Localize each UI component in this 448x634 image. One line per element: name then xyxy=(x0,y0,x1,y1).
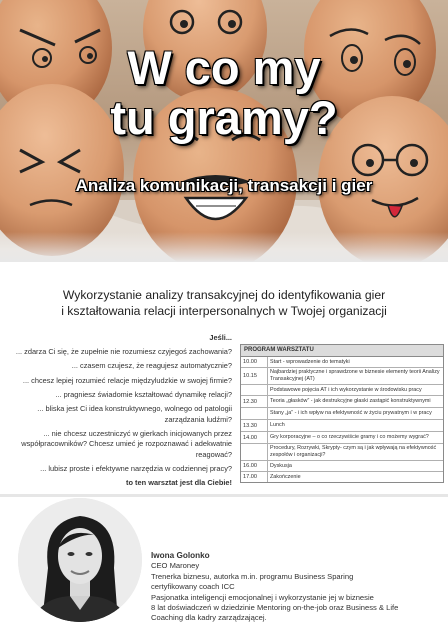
program-time: 10.15 xyxy=(241,368,268,384)
program-text: Najbardziej praktyczne i sprawdzone w biznesie elementy teorii Analizy Transakcyjnej (AT) xyxy=(270,369,440,382)
hero-banner xyxy=(0,0,448,262)
bio-line: 8 lat doświadczeń w dziedzinie Mentoring on-the-job oraz Business & Life xyxy=(151,603,399,613)
program-text: Stany „ja” - i ich wpływ na efektywność w życiu prywatnym i w pracy xyxy=(270,410,432,416)
program-text: Teoria „głasków” - jak destrukcyjne głaski zastąpić konstruktywnymi xyxy=(270,398,431,404)
program-header: PROGRAM WARSZTATU xyxy=(241,345,443,357)
section-divider xyxy=(0,494,448,497)
trainer-bio xyxy=(151,551,441,624)
program-row xyxy=(241,408,443,420)
hero-fade xyxy=(0,232,448,262)
program-row xyxy=(241,472,443,482)
headline-line2: i kształtowania relacji interpersonalnych w Twojej organizacji xyxy=(61,304,387,318)
program-time xyxy=(241,385,268,395)
program-text: Zakończenie xyxy=(270,473,301,480)
program-time: 13.30 xyxy=(241,420,268,431)
question-item: ... pragniesz świadomie kształtować dynamikę relacji? xyxy=(55,389,232,399)
program-text: Lunch xyxy=(270,422,285,428)
program-row xyxy=(241,396,443,408)
question-item: ... nie chcesz uczestniczyć w gierkach inicjowanych przez współpracowników? Chcesz umieć je rozpoznawać i adekwatnie reagować? xyxy=(21,428,232,459)
question-item: ... bliska jest Ci idea konstruktywnego, wolnego od patologii zarządzania ludźmi? xyxy=(37,403,232,424)
program-text: Podstawowe pojęcia AT i ich wykorzystanie w środowisku pracy xyxy=(270,386,422,393)
program-row xyxy=(241,368,443,385)
bio-line: Coaching dla kadry zarządzającej. xyxy=(151,613,267,623)
question-item: ... zdarza Ci się, że zupełnie nie rozumiesz czyjegoś zachowania? xyxy=(15,347,232,357)
hero-title-line1: W co my xyxy=(127,41,321,94)
questions-cta: to ten warsztat jest dla Ciebie! xyxy=(126,478,232,488)
hero-title-line2: tu gramy? xyxy=(110,91,338,144)
bio-line: certyfikowany coach ICC xyxy=(151,582,235,592)
trainer-photo xyxy=(18,498,142,622)
program-time: 14.00 xyxy=(241,432,268,443)
program-row xyxy=(241,432,443,444)
program-text: Dyskusja xyxy=(270,462,292,469)
program-text: Procedury, Rozrywki, Skrypty- czym są i jak wpływają na efektywność zespołów i organizacji? xyxy=(270,445,437,458)
program-time: 10.00 xyxy=(241,357,268,367)
program-time: 12.30 xyxy=(241,396,268,407)
question-item: ... chcesz lepiej rozumieć relacje międzyludzkie w swojej firmie? xyxy=(22,375,232,385)
program-text: Start - wprowadzenie do tematyki xyxy=(270,358,350,365)
hero-subtitle: Analiza komunikacji, transakcji i gier xyxy=(75,176,373,195)
portrait-icon xyxy=(18,498,142,622)
program-row xyxy=(241,461,443,472)
question-item: ... lubisz proste i efektywne narzędzia w codziennej pracy? xyxy=(40,464,232,474)
program-time: 17.00 xyxy=(241,472,268,482)
program-row xyxy=(241,357,443,368)
program-time: 16.00 xyxy=(241,461,268,471)
questions-list xyxy=(6,333,232,492)
bio-line: Trenerka biznesu, autorka m.in. programu Business Sparing xyxy=(151,571,354,581)
bio-line: Pasjonatka inteligencji emocjonalnej i wykorzystanie jej w biznesie xyxy=(151,592,374,602)
program-text: Gry korporacyjne – o co rzeczywiście gramy i co możemy wygrać? xyxy=(270,434,429,440)
program-time xyxy=(241,444,268,460)
headline-line1: Wykorzystanie analizy transakcyjnej do identyfikowania gier xyxy=(62,288,386,302)
program-time xyxy=(241,408,268,419)
program-table xyxy=(240,344,444,483)
question-item: ... czasem czujesz, że reagujesz automatycznie? xyxy=(71,361,232,371)
program-row xyxy=(241,444,443,461)
questions-intro: Jeśli... xyxy=(209,333,232,342)
trainer-role: CEO Maroney xyxy=(151,561,200,571)
program-row xyxy=(241,385,443,396)
trainer-name: Iwona Golonko xyxy=(151,551,210,560)
workshop-headline xyxy=(10,287,438,319)
program-row xyxy=(241,420,443,432)
